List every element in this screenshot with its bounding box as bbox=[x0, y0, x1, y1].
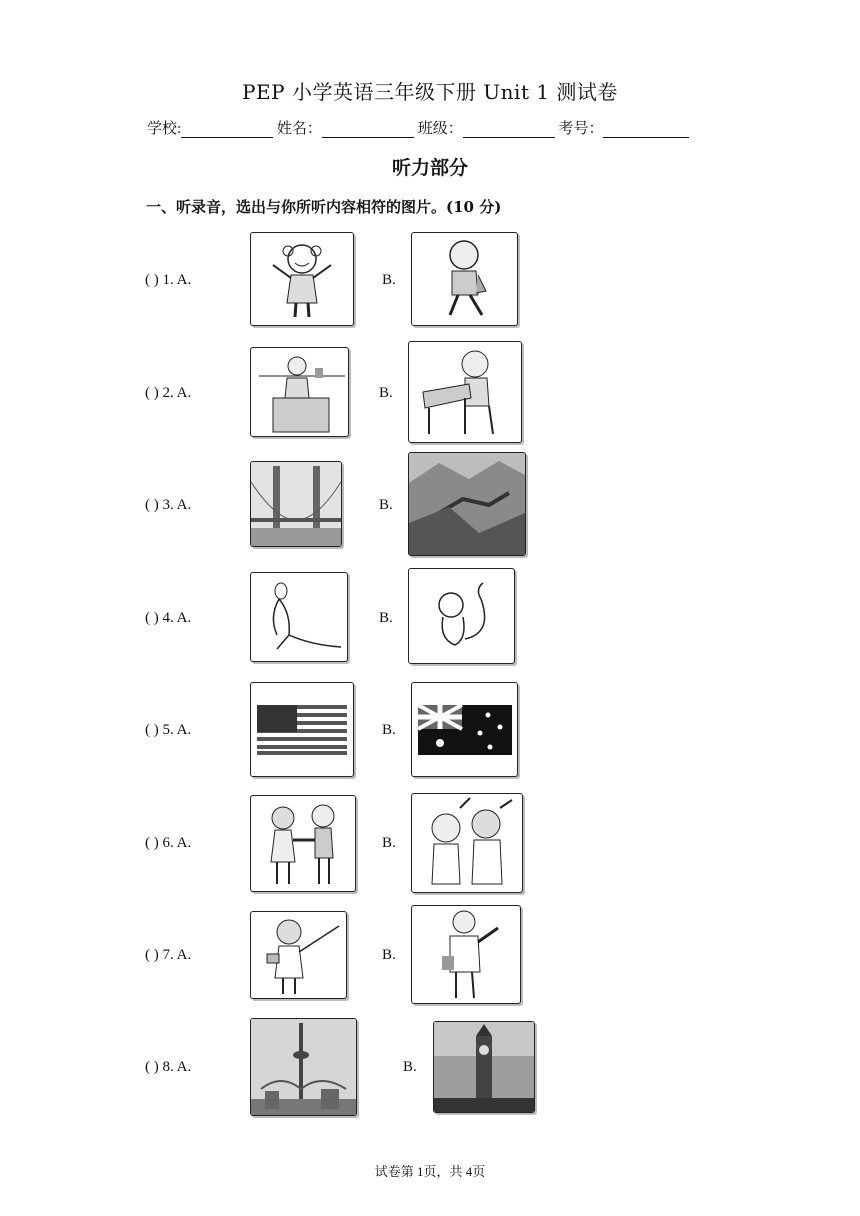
option-b-label: B. bbox=[403, 1059, 417, 1075]
answer-paren[interactable]: ( ) 2. A. bbox=[145, 385, 192, 401]
number-blank[interactable] bbox=[603, 122, 689, 138]
page-footer: 试卷第 1页，共 4页 bbox=[374, 1164, 486, 1179]
student-info-line bbox=[147, 117, 717, 138]
answer-paren[interactable]: ( ) 1. A. bbox=[145, 272, 192, 288]
girl-waving-picture[interactable] bbox=[250, 232, 354, 326]
school-blank[interactable] bbox=[181, 122, 273, 138]
class-blank[interactable] bbox=[463, 122, 555, 138]
name-label: 姓名： bbox=[276, 121, 322, 137]
answer-paren[interactable]: ( ) 8. A. bbox=[145, 1059, 192, 1075]
option-b-label: B. bbox=[382, 947, 396, 963]
number-label: 考号： bbox=[558, 121, 604, 137]
school-label: 学校: bbox=[147, 121, 182, 137]
class-label: 班级： bbox=[417, 121, 463, 137]
children-arguing-picture[interactable] bbox=[411, 793, 523, 893]
option-b-label: B. bbox=[382, 722, 396, 738]
children-shaking-hands-picture[interactable] bbox=[250, 795, 356, 892]
option-b-label: B. bbox=[382, 835, 396, 851]
boy-walking-picture[interactable] bbox=[411, 232, 518, 326]
golden-gate-bridge-picture[interactable] bbox=[250, 461, 342, 547]
answer-paren[interactable]: ( ) 7. A. bbox=[145, 947, 192, 963]
answer-paren[interactable]: ( ) 5. A. bbox=[145, 722, 192, 738]
section-title: 听力部分 bbox=[391, 157, 468, 179]
teacher-at-desk-picture[interactable] bbox=[250, 347, 349, 437]
female-teacher-picture[interactable] bbox=[250, 911, 347, 999]
usa-flag-picture[interactable] bbox=[250, 682, 354, 777]
student-at-desk-picture[interactable] bbox=[408, 341, 522, 443]
australia-flag-picture[interactable] bbox=[411, 682, 518, 777]
answer-paren[interactable]: ( ) 6. A. bbox=[145, 835, 192, 851]
answer-paren[interactable]: ( ) 4. A. bbox=[145, 610, 192, 626]
male-teacher-picture[interactable] bbox=[411, 905, 521, 1004]
squirrel-picture[interactable] bbox=[408, 568, 515, 664]
option-b-label: B. bbox=[379, 385, 393, 401]
great-wall-picture[interactable] bbox=[408, 452, 526, 556]
answer-paren[interactable]: ( ) 3. A. bbox=[145, 497, 192, 513]
option-b-label: B. bbox=[379, 610, 393, 626]
kangaroo-picture[interactable] bbox=[250, 572, 348, 662]
page-title: PEP 小学英语三年级下册 Unit 1 测试卷 bbox=[242, 80, 618, 104]
question-title: 一、听录音，选出与你所听内容相符的图片。(10 分) bbox=[146, 198, 502, 216]
option-b-label: B. bbox=[382, 272, 396, 288]
option-b-label: B. bbox=[379, 497, 393, 513]
name-blank[interactable] bbox=[322, 122, 414, 138]
cn-tower-picture[interactable] bbox=[250, 1018, 357, 1116]
big-ben-picture[interactable] bbox=[433, 1021, 535, 1113]
